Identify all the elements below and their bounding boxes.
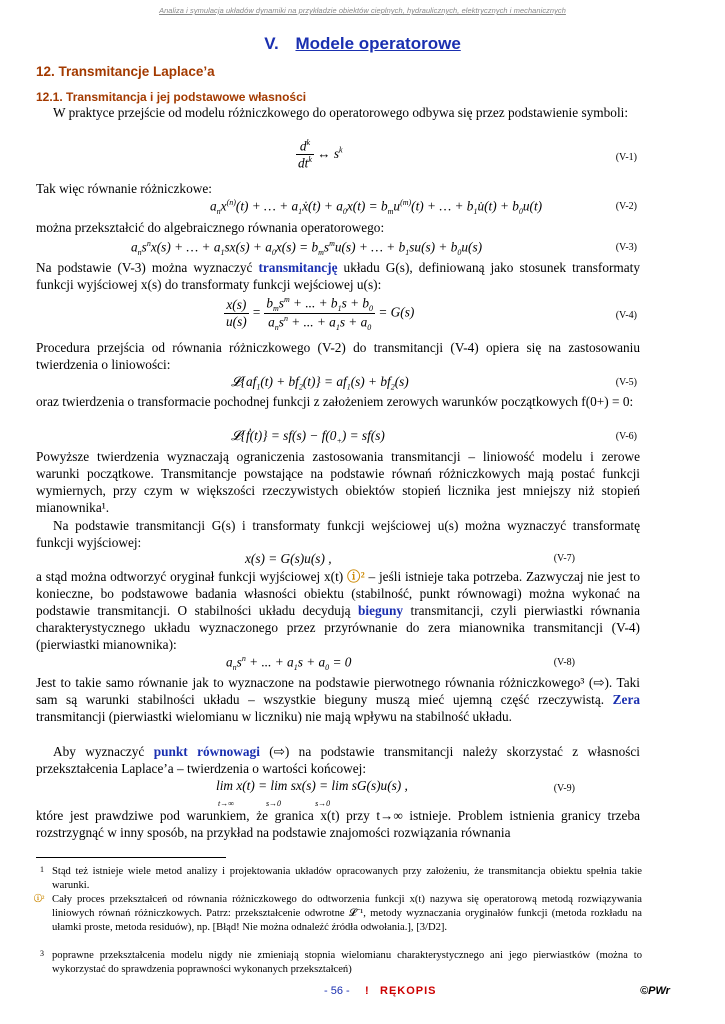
footnote-3: poprawne przekształcenia modelu nigdy nie zmieniają stopnia wielomianu charakterystycznego ani jego pierwiastków (można to wykorzystać do sprawdzenia poprawności wykonanych przekształceń) bbox=[52, 950, 642, 975]
term-bieguny: bieguny bbox=[358, 603, 404, 618]
paragraph-1: W praktyce przejście od modelu różniczkowego do operatorowego odbywa się przez podstawienie symboli: bbox=[53, 105, 629, 120]
warning-mark: ! bbox=[365, 985, 369, 997]
paragraph-3: można przekształcić do algebraicznego równania operatorowego: bbox=[36, 220, 385, 235]
section-heading-12: 12. Transmitancje Laplace’a bbox=[36, 64, 215, 79]
page-number: - 56 - bbox=[324, 985, 350, 997]
running-header: Analiza i symulacja układów dynamiki na przykładzie obiektów cieplnych, hydraulicznych, elektrycznych i mechanicznych bbox=[159, 6, 566, 15]
paragraph-12: które jest prawdziwe pod warunkiem, że granica x(t) przy t→∞ istnieje. Problem istnienia granicy trzeba rozstrzygnąć w inny sposób, na przykład na podstawie znajomości rozwiązania równania bbox=[36, 808, 640, 840]
footnote-mark-3: 3 bbox=[40, 949, 44, 958]
equation-v2: $a_nx^{(n)}(t)$ + … + $a_1ẋ(t) + a_0x(t) = b_mu^{(m)}(t)$ + … + $b_1u̇(t) + b_0u(t)$ bbox=[210, 198, 543, 217]
equation-number-v2: (V-2) bbox=[615, 201, 637, 212]
paragraph-8: Na podstawie transmitancji G(s) i transformaty funkcji wejściowej u(s) można wyznaczyć transformatę funkcji wyjściowej: bbox=[36, 518, 640, 550]
footnote-info-icon: ⓘ² bbox=[34, 894, 45, 903]
footnote-separator bbox=[36, 857, 226, 858]
copyright: ©PWr bbox=[640, 985, 670, 997]
equation-number-v4: (V-4) bbox=[615, 310, 637, 321]
paragraph-4: Na podstawie (V-3) można wyznaczyć transmitancję układu G(s), definiowaną jako stosunek transformaty funkcji wyjściowej x(s) do transformaty funkcji wejściowej u(s): bbox=[36, 260, 641, 292]
equation-v6: 𝓛{ḟ(t)} = $sf(s) - f(0_+) = sf(s)$ bbox=[231, 428, 385, 446]
paragraph-9: a stąd można odtworzyć oryginał funkcji wyjściowej x(t) ⓘ² – jeśli istnieje taka potrzeba. Zazwyczaj nie jest to konieczne, bo podstawowe badania własności obiektu (stabilność, punkt równowagi) można wykonać na podstawie transmitancji. O stabilności układu decydują bieguny transmitancji, czyli pierwiastki równania charakterystycznego układu wyznaczonego przez przyrównanie do zera mianownika transmitancji (V-4) (pierwiastki mianownika): bbox=[36, 569, 641, 652]
equation-v4: $\frac{x(s)}{u(s)}$ = $\frac{b_ms^m + ... + b_1s + b_0}{a_ns^n + ... + a_1s + a_0}$ = G(s) bbox=[226, 295, 415, 333]
term-transmitancja: transmitancję bbox=[258, 260, 338, 275]
equation-number-v8: (V-8) bbox=[553, 657, 575, 668]
equation-v7: x(s) = G(s)u(s) , bbox=[245, 551, 332, 566]
equation-number-v3: (V-3) bbox=[615, 242, 637, 253]
paragraph-10: Jest to takie samo równanie jak to wyznaczone na podstawie pierwotnego równania różniczkowego³ (⇨). Taki sam są warunki stabilności układu – wszystkie bieguny muszą mieć ujemną część rzeczywistą. Zera transmitancji (pierwiastki wielomianu w liczniku) nie mają wpływu na stabilność układu. bbox=[36, 675, 640, 724]
equation-v5: $𝓛\{af_1(t) + bf_2(t)\} = af_1(s) + bf_2(s)$ bbox=[231, 374, 409, 392]
equation-number-v7: (V-7) bbox=[553, 553, 575, 564]
footnote-mark-1: 1 bbox=[40, 865, 44, 874]
chapter-title bbox=[0, 34, 725, 54]
info-icon[interactable]: ⓘ² bbox=[346, 569, 365, 584]
equation-number-v9: (V-9) bbox=[553, 783, 575, 794]
equation-v8: $a_ns^n$ + ... + $a_1s + a_0 = 0$ bbox=[226, 654, 352, 673]
equation-v3: $a_ns^nx(s)$ + … + $a_1sx(s) + a_0x(s) = b_ms^mu(s)$ + … + $b_1su(s) + b_0u(s)$ bbox=[131, 239, 483, 258]
equation-v1: $\frac{d^k}{dt^k}$ ↔ $s^k$ bbox=[298, 138, 343, 171]
paragraph-11: Aby wyznaczyć punkt równowagi (⇨) na podstawie transmitancji należy skorzystać z własności przekształcenia Laplace’a – twierdzenia o wartości końcowej: bbox=[36, 744, 640, 776]
equation-number-v1: (V-1) bbox=[615, 152, 637, 163]
section-heading-12-1: 12.1. Transmitancja i jej podstawowe własności bbox=[36, 90, 307, 104]
chapter-number: V. bbox=[264, 34, 279, 53]
equation-number-v6: (V-6) bbox=[615, 431, 637, 442]
equation-number-v5: (V-5) bbox=[615, 377, 637, 388]
footnote-2: Cały proces przekształceń od równania różniczkowego do odtworzenia funkcji x(t) nazywa się operatorową metodą rozwiązywania liniowych równań różniczkowych. Patrz: przekształcenie odwrotne 𝓛⁻¹, metody wyznaczania oryginałów funkcji (metoda rozkładu na ułamki proste, metoda residuów), np. [Błąd! Nie można odnaleźć źródła odwołania.], [3/D2]. bbox=[52, 894, 642, 933]
term-punkt-rownowagi: punkt równowagi bbox=[153, 744, 260, 759]
paragraph-5: Procedura przejścia od równania różniczkowego (V-2) do transmitancji (V-4) opiera się na zastosowaniu twierdzenia o liniowości: bbox=[36, 340, 640, 372]
paragraph-7: Powyższe twierdzenia wyznaczają ograniczenia zastosowania transmitancji – liniowość modelu i zerowe warunki początkowe. Transmitancje powstające na podstawie równań różniczkowych mają postać funkcji wymiernych, przy czym w większości rzeczywistych obiektów stopień licznika jest mniejszy niż stopień mianownika¹. bbox=[36, 449, 640, 515]
equation-v9: lim x(t) = lim sx(s) = lim sG(s)u(s) , t→∞ s→0 s→0 bbox=[216, 778, 408, 808]
draft-stamp: RĘKOPIS bbox=[380, 985, 437, 997]
footnote-1: Stąd też istnieje wiele metod analizy i projektowania układów opracowanych przy założeniu, że transmitancja obiektu spełnia takie warunki. bbox=[52, 866, 642, 891]
chapter-name: Modele operatorowe bbox=[295, 34, 461, 53]
paragraph-2: Tak więc równanie różniczkowe: bbox=[36, 181, 212, 196]
term-zera: Zera bbox=[612, 692, 640, 707]
paragraph-6: oraz twierdzenia o transformacie pochodnej funkcji z założeniem zerowych warunków początkowych f(0+) = 0: bbox=[36, 394, 634, 409]
